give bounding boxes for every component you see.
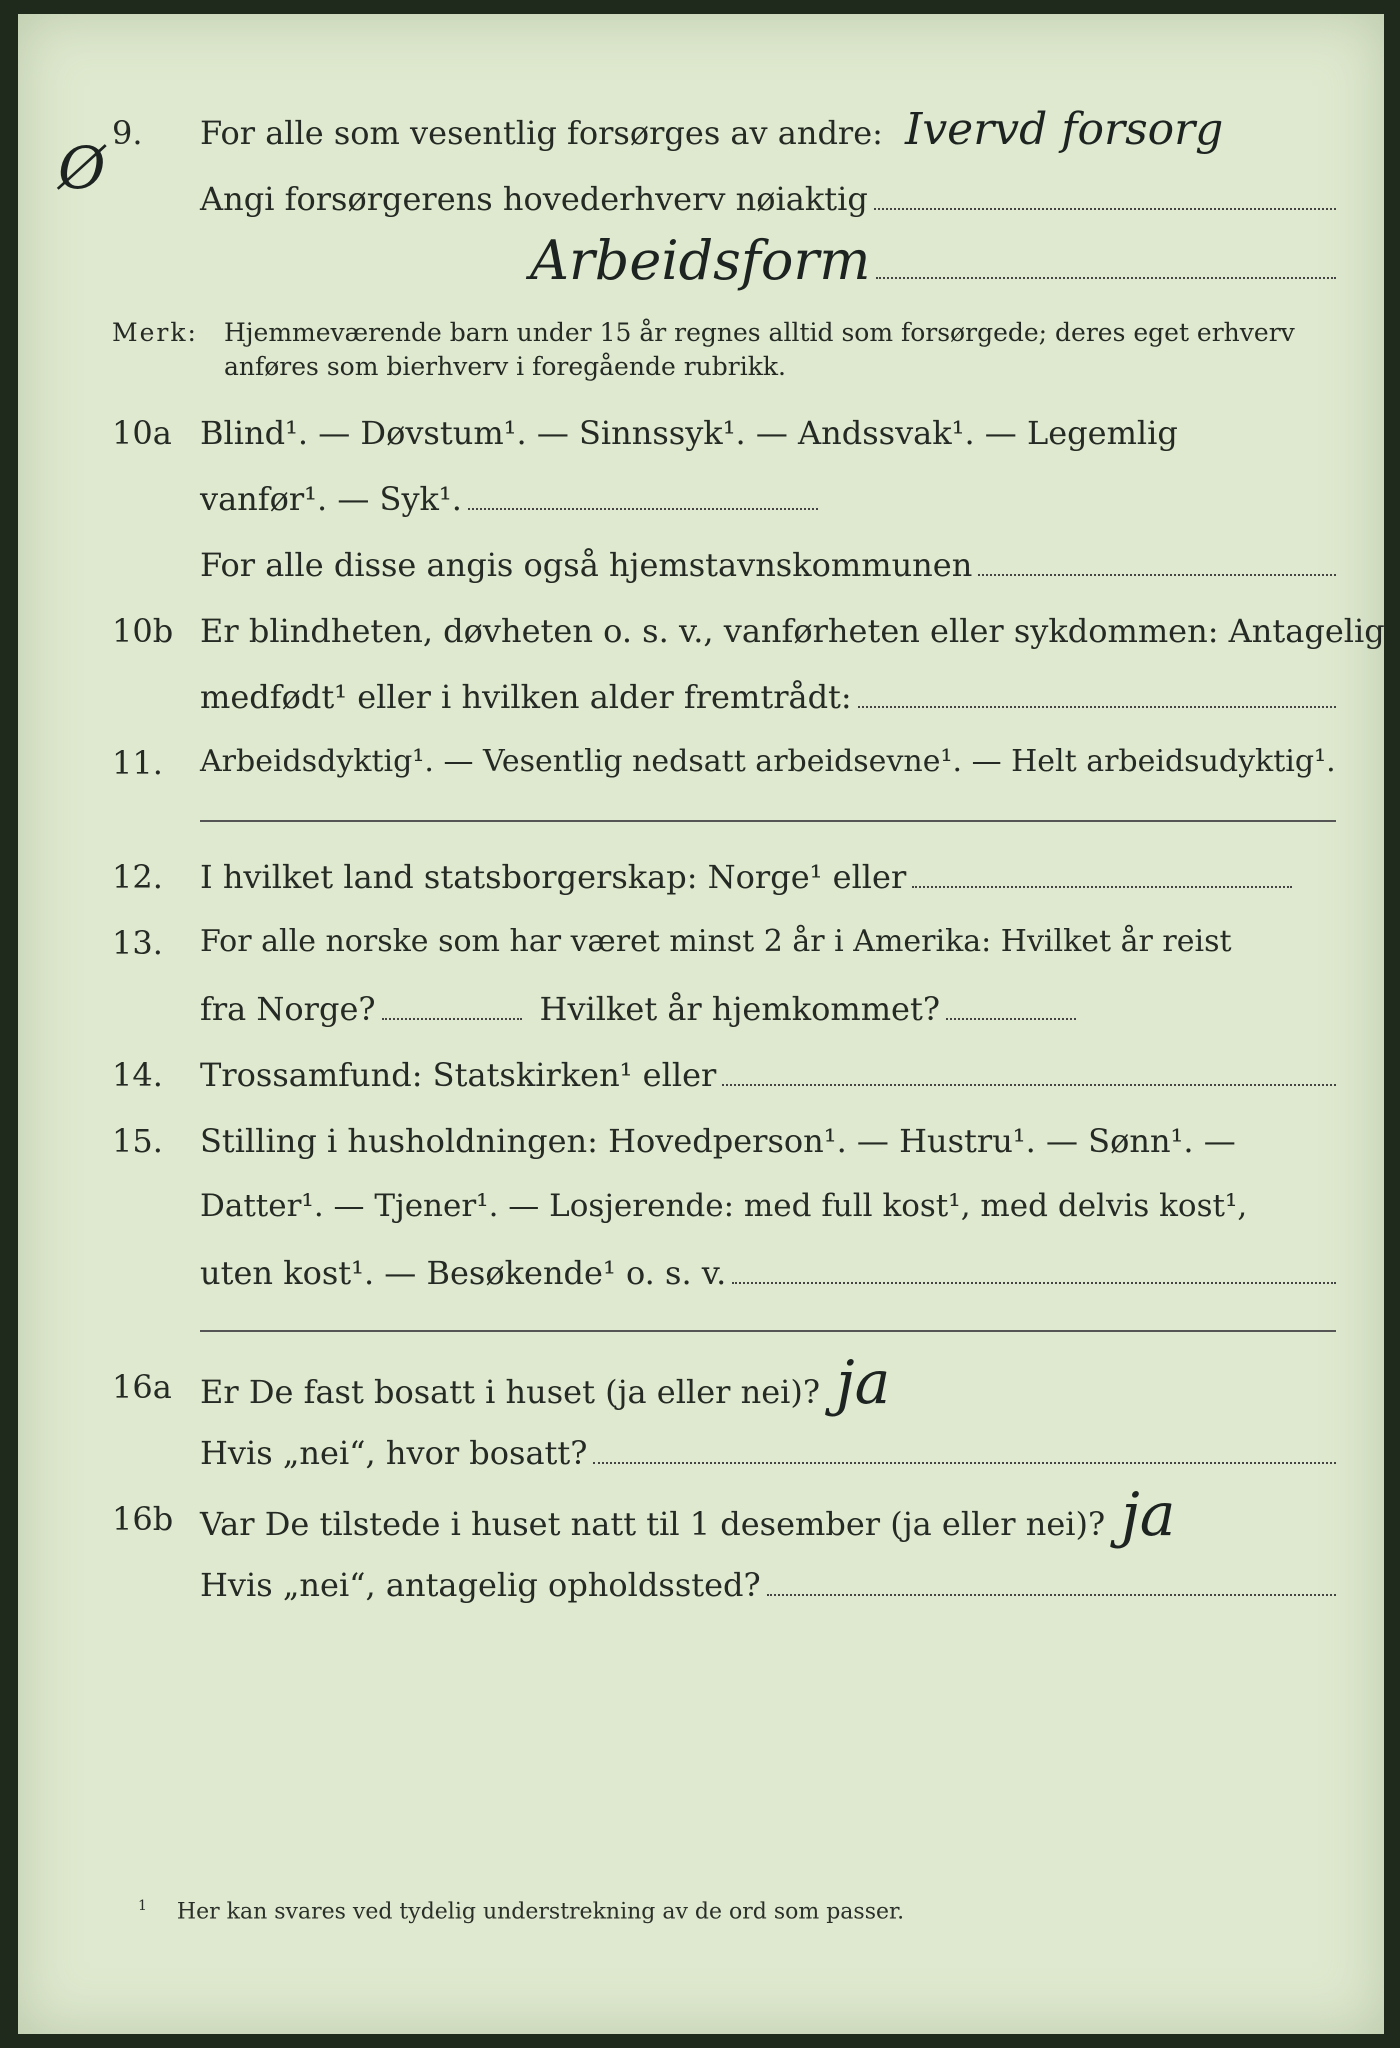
question-10b-line2 — [96, 678, 1336, 744]
question-text: Blind¹. — Døvstum¹. — Sinnssyk¹. — Andssvak¹. — Legemlig — [200, 414, 1178, 452]
question-13-line2 — [96, 990, 1336, 1056]
answer-line — [382, 1017, 522, 1020]
question-text: medfødt¹ eller i hvilken alder fremtrådt: — [200, 678, 852, 716]
question-text: Hvis „nei“, antagelig opholdssted? — [200, 1566, 761, 1604]
question-text: Hvis „nei“, hvor bosatt? — [200, 1434, 588, 1472]
question-number: 12. — [112, 858, 163, 896]
question-text: For alle disse angis også hjemstavnskommunen — [200, 546, 973, 584]
question-14 — [96, 1056, 1336, 1122]
question-16b — [96, 1480, 1336, 1566]
question-text: uten kost¹. — Besøkende¹ o. s. v. — [200, 1254, 727, 1292]
question-11 — [96, 744, 1336, 810]
handwritten-answer: ja — [1121, 1480, 1176, 1550]
question-15-line2 — [96, 1188, 1336, 1254]
question-number: 16a — [112, 1368, 172, 1406]
question-9-line3 — [96, 229, 1336, 316]
question-text: Angi forsørgerens hovederhverv nøiaktig — [200, 180, 868, 218]
question-text: Er De fast bosatt i huset (ja eller nei)? — [200, 1373, 821, 1411]
question-number: 13. — [112, 924, 163, 962]
question-15-line3 — [96, 1254, 1336, 1320]
form-body — [96, 104, 1385, 1632]
footnote-text: Her kan svares ved tydelig understrekning av de ord som passer. — [176, 1899, 905, 1925]
note — [96, 316, 1336, 414]
question-10a — [96, 414, 1336, 480]
question-text: I hvilket land statsborgerskap: Norge¹ eller — [200, 858, 907, 896]
census-form-page — [18, 14, 1384, 2034]
question-number: 10a — [112, 414, 172, 452]
question-text: Er blindheten, døvheten o. s. v., vanførheten eller sykdommen: Antagelig — [200, 612, 1385, 650]
question-15 — [96, 1122, 1336, 1188]
question-text: For alle norske som har været minst 2 år i Amerika: Hvilket år reist — [200, 924, 1232, 959]
answer-line — [593, 1461, 1336, 1464]
question-10a-line3 — [96, 546, 1336, 612]
question-number: 16b — [112, 1500, 174, 1538]
note-label: Merk: — [112, 318, 198, 347]
answer-line — [722, 1083, 1336, 1086]
question-text: Stilling i husholdningen: Hovedperson¹. — Hustru¹. — Sønn¹. — — [200, 1122, 1236, 1160]
answer-line — [912, 885, 1292, 888]
question-number: 10b — [112, 612, 174, 650]
margin-mark: Ø — [58, 134, 106, 202]
answer-line — [767, 1593, 1336, 1596]
footnote — [138, 1898, 904, 1924]
footnote-mark: 1 — [138, 1898, 147, 1914]
note-text: Hjemmeværende barn under 15 år regnes alltid som forsørgede; deres eget erhverv anføres som bierhverv i foregående rubrikk. — [224, 318, 1295, 381]
handwritten-answer: ja — [836, 1348, 891, 1418]
question-text: Hvilket år hjemkommet? — [539, 990, 940, 1028]
question-16a — [96, 1348, 1336, 1434]
answer-rule — [200, 1320, 1336, 1332]
question-9 — [96, 104, 1336, 180]
question-10b — [96, 612, 1385, 678]
answer-line — [876, 276, 1336, 279]
question-text: Datter¹. — Tjener¹. — Losjerende: med full kost¹, med delvis kost¹, — [200, 1188, 1248, 1224]
question-text: For alle som vesentlig forsørges av andre: — [200, 114, 883, 152]
question-number: 9. — [112, 114, 143, 152]
question-number: 11. — [112, 744, 163, 782]
question-number: 14. — [112, 1056, 163, 1094]
answer-line — [732, 1281, 1336, 1284]
question-number: 15. — [112, 1122, 163, 1160]
answer-line — [468, 507, 818, 510]
question-text: Arbeidsdyktig¹. — Vesentlig nedsatt arbeidsevne¹. — Helt arbeidsudyktig¹. — [200, 744, 1336, 779]
question-10a-line2 — [96, 480, 1336, 546]
question-text: Var De tilstede i huset natt til 1 desember (ja eller nei)? — [200, 1505, 1106, 1543]
answer-rule — [200, 810, 1336, 822]
question-text: Trossamfund: Statskirken¹ eller — [200, 1056, 717, 1094]
answer-line — [874, 207, 1336, 210]
question-text: vanfør¹. — Syk¹. — [200, 480, 462, 518]
answer-line — [946, 1017, 1076, 1020]
answer-line — [978, 573, 1336, 576]
question-13 — [96, 924, 1336, 990]
question-16b-line2 — [96, 1566, 1336, 1632]
handwritten-answer: Ivervd forsorg — [904, 104, 1224, 155]
question-12 — [96, 858, 1336, 924]
answer-line — [858, 705, 1336, 708]
question-text: fra Norge? — [200, 990, 376, 1028]
handwritten-answer: Arbeidsform — [530, 229, 871, 292]
